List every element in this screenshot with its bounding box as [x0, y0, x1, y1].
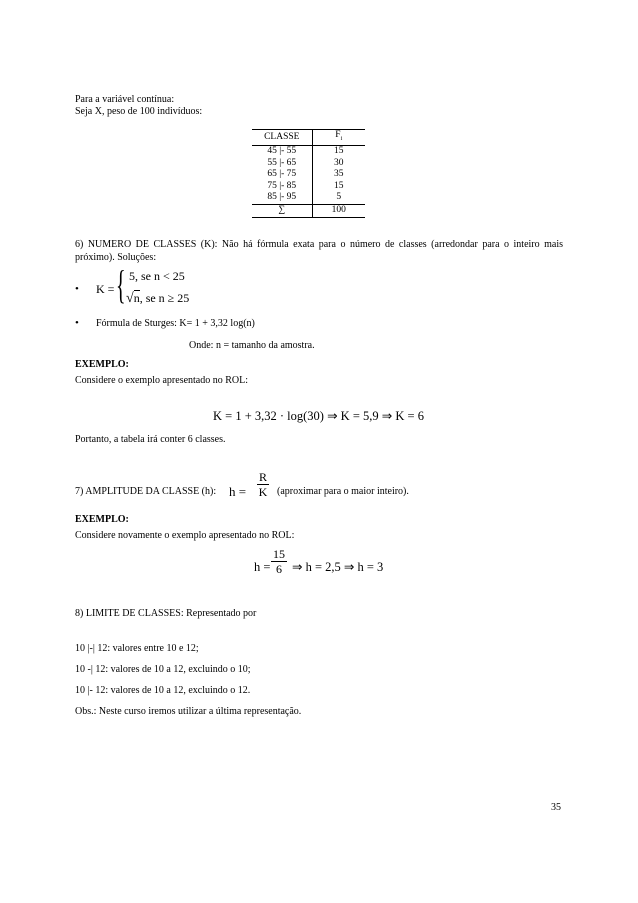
table-total-value: 100 — [312, 204, 365, 217]
limit-item: 10 -| 12: valores de 10 a 12, excluindo o 10; — [75, 664, 251, 675]
table-row — [252, 158, 365, 170]
table-header-classe: CLASSE — [252, 130, 312, 146]
case-2 — [126, 291, 189, 307]
table-cell: 15 — [334, 180, 344, 191]
fraction-numerator: R — [258, 470, 267, 484]
table-cell: 30 — [334, 157, 344, 168]
exemplo-text-1: Considere o exemplo apresentado no ROL: — [75, 375, 249, 386]
case-1: 5, se n < 25 — [129, 269, 185, 283]
sqrt-radicand: n — [133, 291, 140, 305]
fraction-numerator: 15 — [273, 547, 285, 561]
limit-item: 10 |-| 12: valores entre 10 e 12; — [75, 643, 199, 654]
case-2-condition: , se n ≥ 25 — [139, 291, 190, 305]
table-cell: 65 |- 75 — [252, 169, 312, 181]
fraction-r-over-k — [257, 470, 269, 499]
h-lhs: h = — [229, 484, 247, 499]
page-number: 35 — [551, 802, 561, 813]
k-label: K = — [96, 282, 115, 296]
frequency-table — [252, 129, 365, 218]
table-row — [252, 192, 365, 204]
h-note: (aproximar para o maior inteiro). — [277, 486, 409, 497]
sturges-example-formula: K = 1 + 3,32 · log(30) ⇒ K = 5,9 ⇒ K = 6 — [213, 409, 424, 423]
sturges-formula: Fórmula de Sturges: K= 1 + 3,32 log(n) — [96, 318, 255, 329]
h-example-lhs: h = — [254, 560, 271, 574]
section-6-text: 6) NUMERO DE CLASSES (K): Não há fórmula exata para o número de classes (arredondar para o inteiro mais próximo). Soluções: — [75, 239, 563, 263]
exemplo-label-2: EXEMPLO: — [75, 514, 129, 525]
table-total-row — [252, 204, 365, 217]
table-row — [252, 146, 365, 158]
fraction-15-over-6 — [271, 547, 287, 576]
bullet-dot-icon: • — [75, 317, 79, 329]
table-row — [252, 169, 365, 181]
limit-item: 10 |- 12: valores de 10 a 12, excluindo o 12. — [75, 685, 251, 696]
intro-line-1: Para a variável contínua: — [75, 94, 175, 105]
table-cell: 5 — [336, 192, 342, 203]
table-total-symbol: ∑ — [252, 204, 312, 217]
conclusion-text: Portanto, a tabela irá conter 6 classes. — [75, 434, 226, 445]
fraction-denominator: K — [258, 485, 268, 499]
table-cell: 35 — [334, 169, 344, 180]
exemplo-label-1: EXEMPLO: — [75, 359, 129, 370]
subscript-i: i — [340, 135, 343, 142]
table-row — [252, 181, 365, 193]
section-8-title: 8) LIMITE DE CLASSES: Representado por — [75, 608, 257, 619]
section-7-label: 7) AMPLITUDE DA CLASSE (h): — [75, 486, 217, 497]
table-header-row — [252, 130, 365, 146]
obs-text: Obs.: Neste curso iremos utilizar a última representação. — [75, 706, 302, 717]
intro-line-2: Seja X, peso de 100 indivíduos: — [75, 106, 203, 117]
h-example-rest: ⇒ h = 2,5 ⇒ h = 3 — [292, 560, 384, 574]
table-cell: 75 |- 85 — [252, 181, 312, 193]
table-cell: 55 |- 65 — [252, 158, 312, 170]
exemplo-text-2: Considere novamente o exemplo apresentado no ROL: — [75, 530, 295, 541]
table-header-fi: $F_i$ — [312, 130, 365, 146]
bullet-dot-icon: • — [75, 283, 79, 295]
table-cell: 45 |- 55 — [252, 146, 312, 158]
sqrt-icon: √ — [126, 291, 134, 306]
table-cell: 85 |- 95 — [252, 192, 312, 204]
fraction-denominator: 6 — [276, 562, 282, 576]
left-brace-icon: { — [116, 262, 126, 307]
table-cell: 15 — [334, 146, 344, 157]
onde-text: Onde: n = tamanho da amostra. — [189, 340, 315, 351]
